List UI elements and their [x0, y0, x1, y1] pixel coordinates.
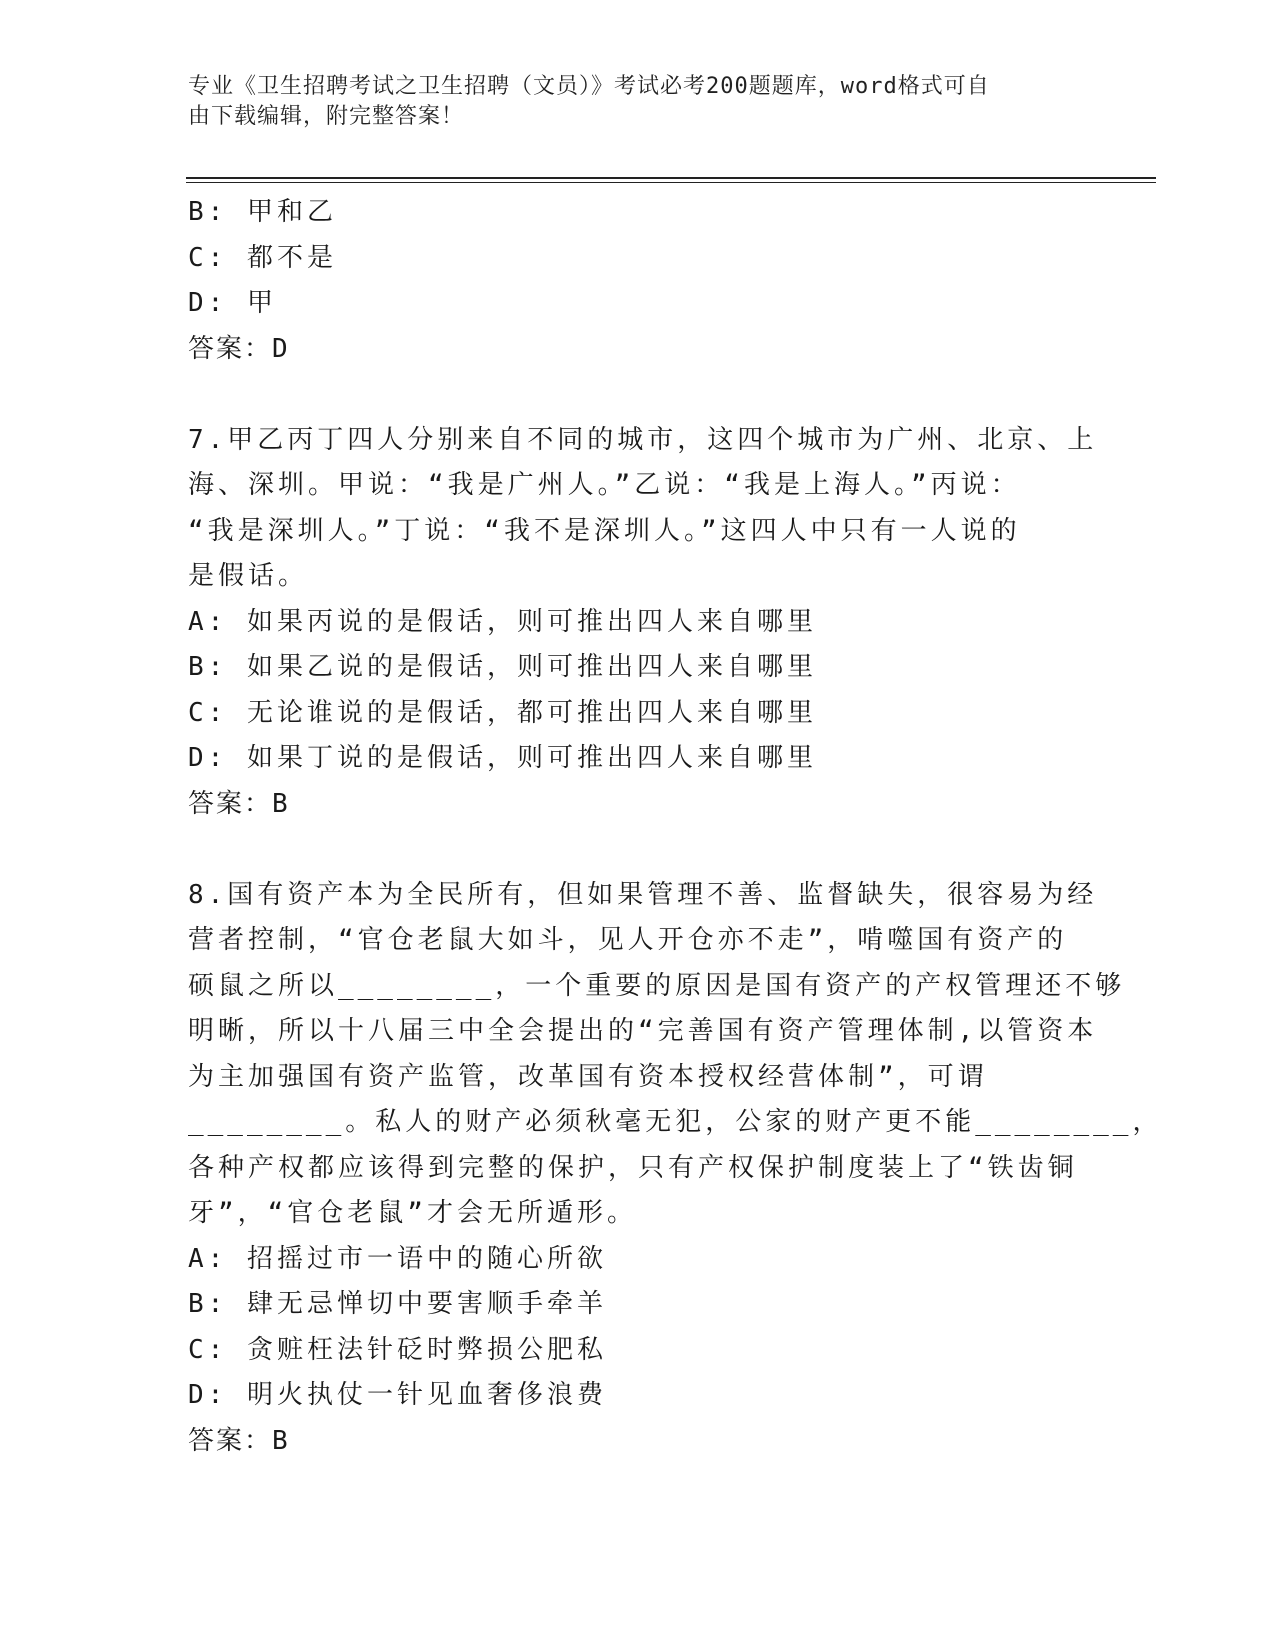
option-c: C: 贪赃枉法针砭时弊损公肥私	[188, 1334, 607, 1365]
question-stem-line: 牙”，“官仓老鼠”才会无所遁形。	[188, 1198, 637, 1228]
header-divider-thick	[186, 177, 1156, 179]
question-stem-line: “我是深圳人。”丁说：“我不是深圳人。”这四人中只有一人说的	[188, 515, 1021, 546]
question-stem-line: 各种产权都应该得到完整的保护，只有产权保护制度装上了“铁齿铜	[188, 1152, 1078, 1183]
spacer	[188, 827, 1088, 873]
question-stem-line: 硕鼠之所以________，一个重要的原因是国有资产的产权管理还不够	[188, 970, 1126, 1001]
spacer	[188, 372, 1088, 418]
question-8	[188, 873, 1163, 1465]
question-stem-line: 为主加强国有资产监管，改革国有资本授权经营体制”，可谓	[188, 1061, 988, 1092]
option-c: C: 无论谁说的是假话，都可推出四人来自哪里	[188, 697, 817, 728]
option-a: A: 如果丙说的是假话，则可推出四人来自哪里	[188, 606, 817, 637]
question-stem-line: 明晰，所以十八届三中全会提出的“完善国有资产管理体制,以管资本	[188, 1016, 1098, 1046]
question-7	[188, 418, 1098, 828]
question-stem-line: 海、深圳。甲说：“我是广州人。”乙说：“我是上海人。”丙说：	[188, 470, 1021, 500]
option-b: B: 如果乙说的是假话，则可推出四人来自哪里	[188, 652, 817, 682]
document-body	[188, 190, 1163, 1464]
option-b: B: 甲和乙	[188, 197, 337, 227]
answer-line: 答案：B	[188, 1425, 290, 1456]
previous-question-tail	[188, 190, 1088, 372]
option-b: B: 肆无忌惮切中要害顺手牵羊	[188, 1289, 607, 1319]
option-d: D: 甲	[188, 288, 277, 318]
header-divider-thin	[186, 182, 1156, 183]
question-stem-line: 8.国有资产本为全民所有，但如果管理不善、监督缺失，很容易为经	[188, 879, 1098, 910]
option-a: A: 招摇过市一语中的随心所欲	[188, 1243, 607, 1274]
header-line-1: 专业《卫生招聘考试之卫生招聘（文员）》考试必考200题题库，word格式可自	[188, 74, 990, 99]
document-header	[188, 72, 1068, 132]
option-d: D: 如果丁说的是假话，则可推出四人来自哪里	[188, 743, 817, 773]
answer-line: 答案：B	[188, 788, 290, 819]
question-stem-line: 是假话。	[188, 561, 309, 591]
question-stem-line: 7.甲乙丙丁四人分别来自不同的城市，这四个城市为广州、北京、上	[188, 424, 1098, 455]
answer-line: 答案：D	[188, 333, 290, 364]
header-line-2: 由下载编辑，附完整答案！	[188, 104, 465, 129]
option-c: C: 都不是	[188, 242, 337, 273]
question-stem-line: ________。私人的财产必须秋毫无犯，公家的财产更不能________，	[188, 1107, 1163, 1137]
question-stem-line: 营者控制，“官仓老鼠大如斗，见人开仓亦不走”，啃噬国有资产的	[188, 925, 1068, 955]
option-d: D: 明火执仗一针见血奢侈浪费	[188, 1380, 607, 1410]
